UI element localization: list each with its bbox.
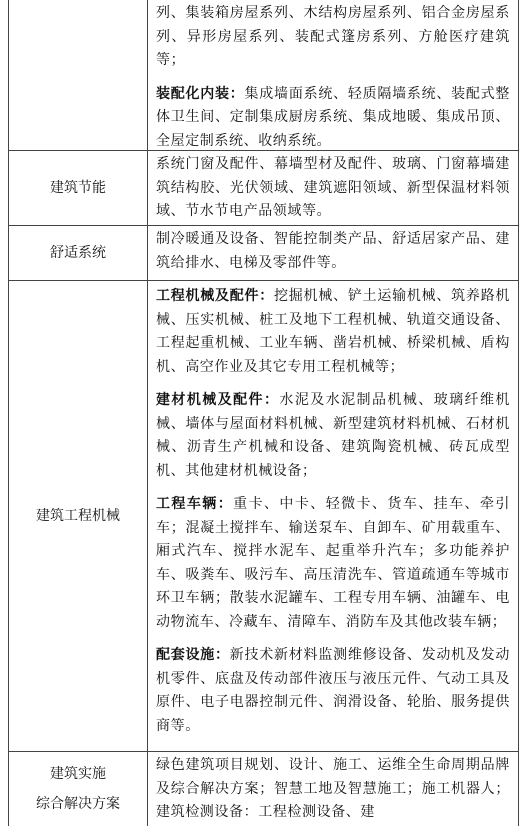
- row-content: [148, 281, 518, 751]
- row-content: [148, 752, 518, 826]
- table-row: [9, 752, 518, 826]
- content-paragraph: 工程机械及配件：挖掘机械、铲土运输机械、筑养路机械、压实机械、桩工及地下工程机械、轨道交通设备、工程起重机械、工业车辆、凿岩机械、桥梁机械、盾构机、高空作业及其它专用工程机械等；: [156, 288, 510, 375]
- row-label: 建筑工程机械: [9, 281, 148, 751]
- row-content: [148, 151, 518, 225]
- row-label: [9, 752, 148, 826]
- paragraph-heading: 工程车辆：: [156, 496, 234, 512]
- content-paragraph: 绿色建筑项目规划、设计、施工、运维全生命周期品牌及综合解决方案；智慧工地及智慧施工；施工机器人；建筑检测设备：工程检测设备、建: [156, 757, 510, 820]
- content-paragraph: 工程车辆：重卡、中卡、轻微卡、货车、挂车、牵引车；混凝土搅拌车、输送泵车、自卸车、矿用载重车、厢式汽车、搅拌水泥车、起重举升汽车；多功能养护车、吸粪车、吸污车、高压清洗车、管道疏通车等城市环卫车辆；散装水泥罐车、工程专用车辆、油罐车、电动物流车、冷藏车、清障车、消防车及其他改装车辆；: [156, 496, 510, 630]
- row-content: [148, 226, 518, 280]
- row-content: [148, 0, 518, 150]
- content-paragraph: 列、集装箱房屋系列、木结构房屋系列、铝合金房屋系列、异形房屋系列、装配式篷房系列、方舱医疗建筑等；: [156, 5, 510, 68]
- content-paragraph: 制冷暖通及设备、智能控制类产品、舒适居家产品、建筑给排水、电梯及零部件等。: [156, 231, 510, 271]
- table-row: [9, 151, 518, 226]
- paragraph-heading: 工程机械及配件：: [156, 288, 275, 304]
- product-category-table: [8, 0, 519, 826]
- table-row: [9, 0, 518, 151]
- row-label-line: 综合解决方案: [36, 796, 120, 812]
- content-paragraph: 系统门窗及配件、幕墙型材及配件、玻璃、门窗幕墙建筑结构胶、光伏领域、建筑遮阳领域、新型保温材料领域、节水节电产品领域等。: [156, 156, 510, 219]
- row-label: 舒适系统: [9, 226, 148, 280]
- content-paragraph: 装配化内装：集成墙面系统、轻质隔墙系统、装配式整体卫生间、定制集成厨房系统、集成地暖、集成吊顶、全屋定制系统、收纳系统。: [156, 85, 510, 149]
- row-label: 建筑节能: [9, 151, 148, 225]
- paragraph-heading: 建材机械及配件：: [156, 392, 280, 408]
- table-row: [9, 226, 518, 281]
- content-paragraph: 配套设施：新技术新材料监测维修设备、发动机及发动机零件、底盘及传动部件液压与液压元件、气动工具及原件、电子电器控制元件、润滑设备、轮胎、服务提供商等。: [156, 647, 510, 734]
- row-label: [9, 0, 148, 150]
- content-paragraph: 建材机械及配件：水泥及水泥制品机械、玻璃纤维机械、墙体与屋面材料机械、新型建筑材料机械、石材机械、沥青生产机械和设备、建筑陶瓷机械、砖瓦成型机、其他建材机械设备；: [156, 392, 510, 479]
- row-label-line: 建筑实施: [50, 766, 106, 782]
- paragraph-heading: 装配化内装：: [156, 85, 245, 102]
- paragraph-heading: 配套设施：: [156, 647, 230, 663]
- table-row: [9, 281, 518, 752]
